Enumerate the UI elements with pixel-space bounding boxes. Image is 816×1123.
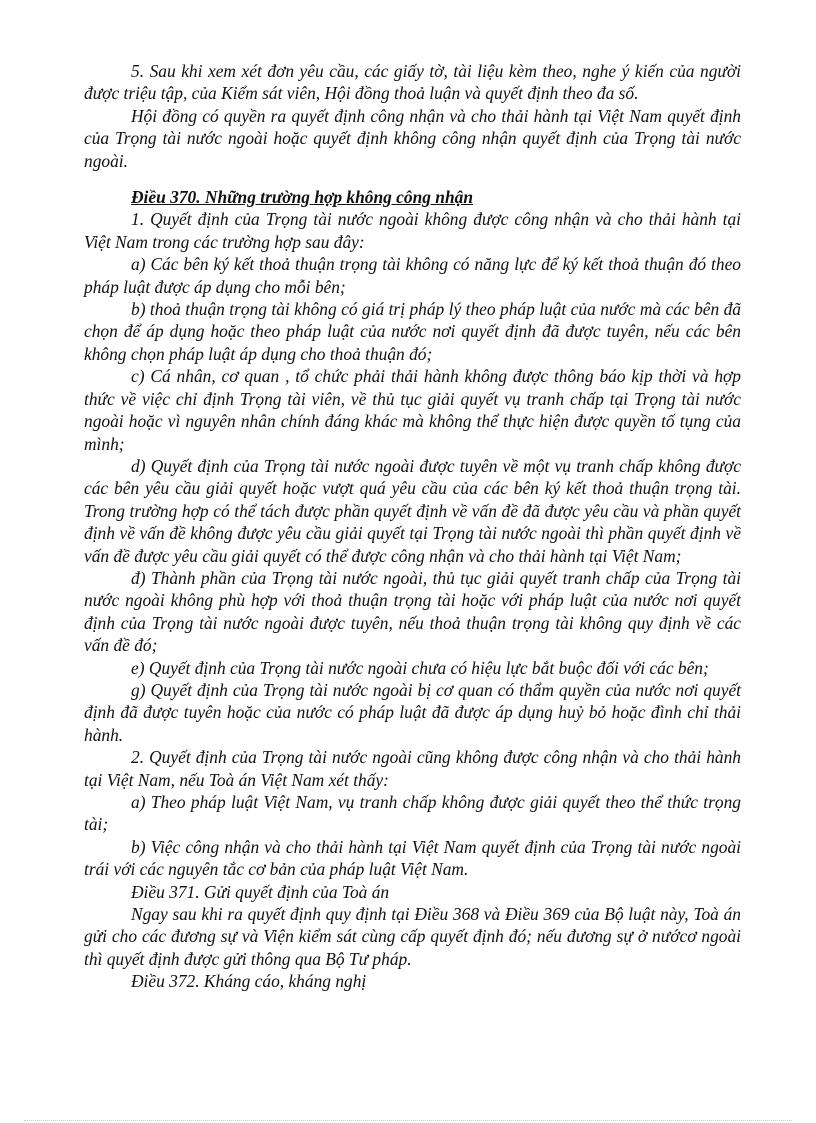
article-370-clause-1a: a) Các bên ký kết thoả thuận trọng tài không có năng lực để ký kết thoả thuận đó theo pháp luật được áp dụng cho mỗi bên;	[84, 254, 741, 297]
article-370-clause-1dd: đ) Thành phần của Trọng tài nước ngoài, thủ tục giải quyết tranh chấp của Trọng tài nước ngoài không phù hợp với thoả thuận trọng tài hoặc với pháp luật của nước nơi quyết định của Trọng tài nước ngoài được tuyên, nếu thoả thuận trọng tài không quy định về các vấn đề đó;	[84, 567, 741, 656]
article-370-clause-2b: b) Việc công nhận và cho thải hành tại Việt Nam quyết định của Trọng tài nước ngoài trái với các nguyên tắc cơ bản của pháp luật Việt Nam.	[84, 836, 741, 880]
paragraph-council-authority: Hội đồng có quyền ra quyết định công nhận và cho thải hành tại Việt Nam quyết định của Trọng tài nước ngoài hoặc quyết định không công nhận quyết định của Trọng tài nước ngoài.	[84, 105, 741, 171]
page-bottom-divider	[24, 1120, 792, 1121]
article-370-clause-1c: c) Cá nhân, cơ quan , tổ chức phải thải hành không được thông báo kịp thời và hợp thức về việc chỉ định Trọng tài viên, về thủ tục giải quyết vụ tranh chấp tại Trọng tài nước ngoài hoặc vì nguyên nhân chính đáng khác mà không thể thực hiện được quyền tố tụng của mình;	[84, 366, 741, 454]
document-page	[84, 60, 741, 993]
article-372-heading: Điều 372. Kháng cáo, kháng nghị	[131, 971, 367, 992]
article-370-clause-2: 2. Quyết định của Trọng tài nước ngoài cũng không được công nhận và cho thải hành tại Việt Nam, nếu Toà án Việt Nam xét thấy:	[84, 747, 741, 790]
article-371-body: Ngay sau khi ra quyết định quy định tại Điều 368 và Điều 369 của Bộ luật này, Toà án gửi cho các đương sự và Viện kiểm sát cùng cấp quyết định đó; nếu đương sự ở nướcơ ngoài thì quyết định được gửi thông qua Bộ Tư pháp.	[84, 904, 741, 969]
article-370-clause-1: 1. Quyết định của Trọng tài nước ngoài không được công nhận và cho thải hành tại Việt Nam trong các trường hợp sau đây:	[84, 209, 741, 252]
article-370-clause-1b: b) thoả thuận trọng tài không có giá trị pháp lý theo pháp luật của nước mà các bên đã chọn để áp dụng hoặc theo pháp luật của nước nơi quyết định đã được tuyên, nếu các bên không chọn pháp luật áp dụng cho thoả thuận đó;	[84, 299, 741, 364]
paragraph-5: 5. Sau khi xem xét đơn yêu cầu, các giấy tờ, tài liệu kèm theo, nghe ý kiến của người được triệu tập, của Kiểm sát viên, Hội đồng thoả luận và quyết định theo đa số.	[84, 61, 741, 104]
article-370-clause-1g: g) Quyết định của Trọng tài nước ngoài bị cơ quan có thẩm quyền của nước nơi quyết định đã được tuyên hoặc của nước có pháp luật đã được áp dụng huỷ bỏ hoặc đình chỉ thải hành.	[84, 679, 741, 745]
article-370-clause-1e: e) Quyết định của Trọng tài nước ngoài chưa có hiệu lực bắt buộc đối với các bên;	[131, 657, 709, 678]
article-371-heading: Điều 371. Gửi quyết định của Toà án	[131, 881, 390, 902]
article-370-clause-2a: a) Theo pháp luật Việt Nam, vụ tranh chấp không được giải quyết theo thể thức trọng tài;	[84, 792, 741, 835]
article-370-heading: Điều 370. Những trường hợp không công nhận	[131, 187, 474, 208]
article-370-clause-1d: d) Quyết định của Trọng tài nước ngoài được tuyên về một vụ tranh chấp không được các bên yêu cầu giải quyết hoặc vượt quá yêu cầu của các bên ký kết thoả thuận trọng tài. Trong trường hợp có thể tách được phần quyết định về vấn đề đã được yêu cầu và phần quyết định về vấn đề không được yêu cầu giải quyết tại Trọng tài nước ngoài thì phần quyết định về vấn đề được yêu cầu giải quyết có thể được công nhận và cho thải hành tại Việt Nam;	[84, 455, 741, 566]
